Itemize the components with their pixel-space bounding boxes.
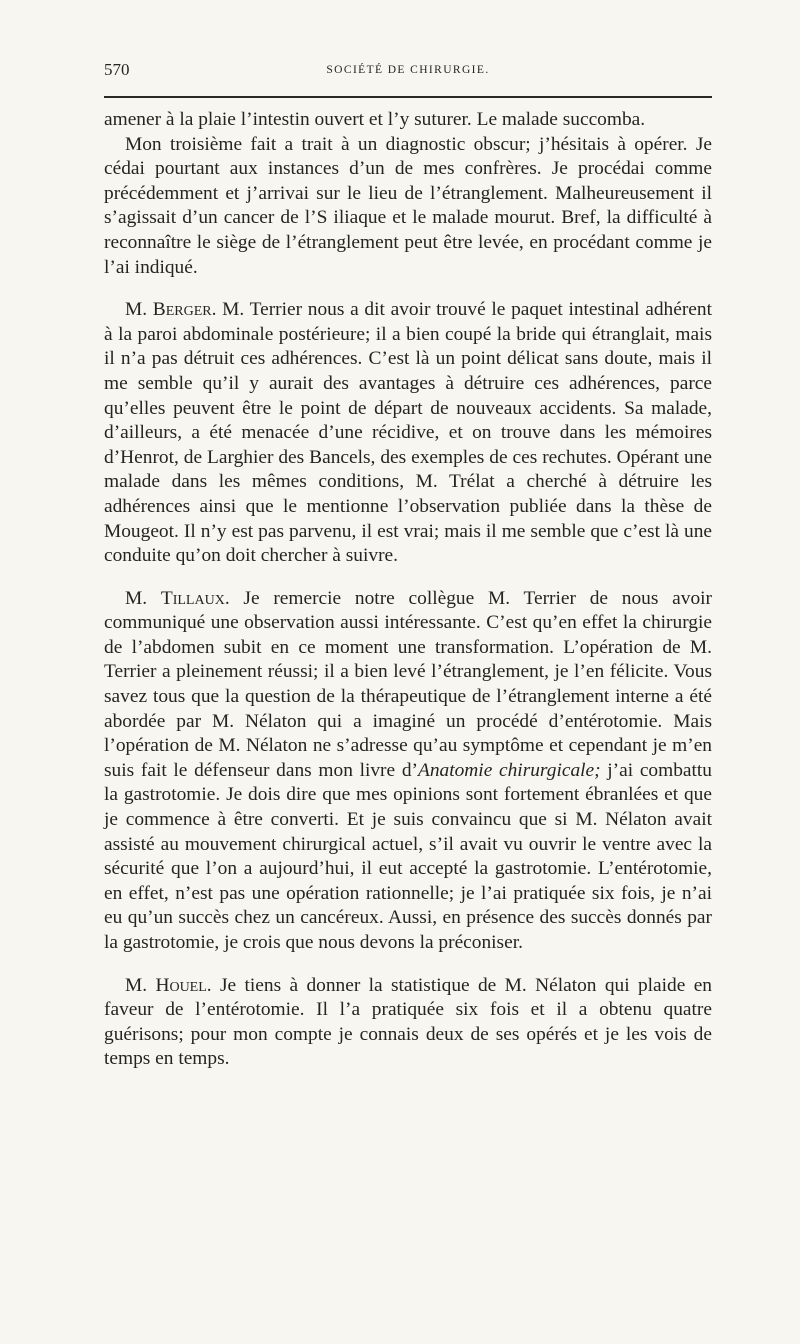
page-body — [104, 108, 712, 1072]
page-header — [104, 56, 712, 90]
paragraph-houel: M. Houel. Je tiens à donner la statistique de M. Nélaton qui plaide en faveur de l’entérotomie. Il l’a pratiquée six fois et il a obtenu quatre guérisons; pour mon compte je connais deux de ses opérés et je les vois de temps en temps. — [104, 974, 712, 1070]
speaker-name: Berger — [152, 299, 212, 321]
page-number: 570 — [104, 60, 130, 79]
book-page — [104, 56, 712, 1072]
paragraph-tillaux: M. Tillaux. Je remercie notre collègue M. Terrier de nous avoir communiqué une observation aussi intéressante. C’est qu’en effet la chirurgie de l’abdomen subit en ce moment une transformation. L’opération de M. Terrier a pleinement réussi; il a bien levé l’étranglement, je l’en félicite. Vous savez tous que la question de la thérapeutique de l’étranglement interne a été abordée par M. Nélaton qui a imaginé un procédé d’entérotomie. Mais l’opération de M. Nélaton ne s’adresse qu’au symptôme et cependant je m’en suis fait le défenseur dans mon livre d’Anatomie chirurgicale; j’ai combattu la gastrotomie. Je dois dire que mes opinions sont fortement ébranlées et que je commence à être converti. Et je suis convaincu que si M. Nélaton avait assisté au mouvement chirurgical actuel, s’il avait vu ouvrir le ventre avec la sécurité que l’on a aujourd’hui, il eut accepté la gastrotomie. L’entérotomie, en effet, n’est pas une opération rationnelle; je l’ai pratiquée six fois, je n’ai eu qu’un succès chez un cancéreux. Aussi, en présence des succès donnés par la gastrotomie, je crois que nous devons la préconiser. — [104, 587, 713, 953]
paragraph-berger: M. Berger. M. Terrier nous a dit avoir trouvé le paquet intestinal adhérent à la paroi abdominale postérieure; il a bien coupé la bride qui étranglait, mais il n’a pas détruit ces adhérences. C’est là un point délicat sans doute, mais il me semble qu’il y aurait des avantages à détruire ces adhérences, parce qu’elles peuvent être le point de départ de nouveaux accidents. Sa malade, d’ailleurs, a été menacée d’une récidive, et on trouve dans les mémoires d’Henrot, de Larghier des Bancels, des exemples de ces rechutes. Opérant une malade dans les mêmes conditions, M. Trélat a cherché à détruire les adhérences ainsi que le mentionne l’observation publiée dans la thèse de Mougeot. Il n’y est pas parvenu, il est vrai; mais il me semble que c’est là une conduite qu’on doit chercher à suivre. — [104, 299, 712, 567]
paragraph-third-case: Mon troisième fait a trait à un diagnostic obscur; j’hésitais à opérer. Je cédai pourtant aux instances d’un de mes confrères. Je procédai comme précédemment et j’arrivai sur le lieu de l’étranglement. Malheureusement il s’agissait d’un cancer de l’S iliaque et le malade mourut. Bref, la difficulté à reconnaître le siège de l’étranglement peut être levée, en procédant comme je l’ai indiqué. — [104, 133, 712, 278]
paragraph-continuation: amener à la plaie l’intestin ouvert et l’y suturer. Le malade succomba. — [104, 109, 646, 130]
speaker-name: Tillaux — [160, 587, 225, 609]
running-title: SOCIÉTÉ DE CHIRURGIE. — [326, 64, 490, 76]
book-title: Anatomie chirurgicale; — [417, 759, 601, 781]
header-rule — [104, 96, 712, 98]
speaker-name: Houel — [155, 974, 207, 996]
